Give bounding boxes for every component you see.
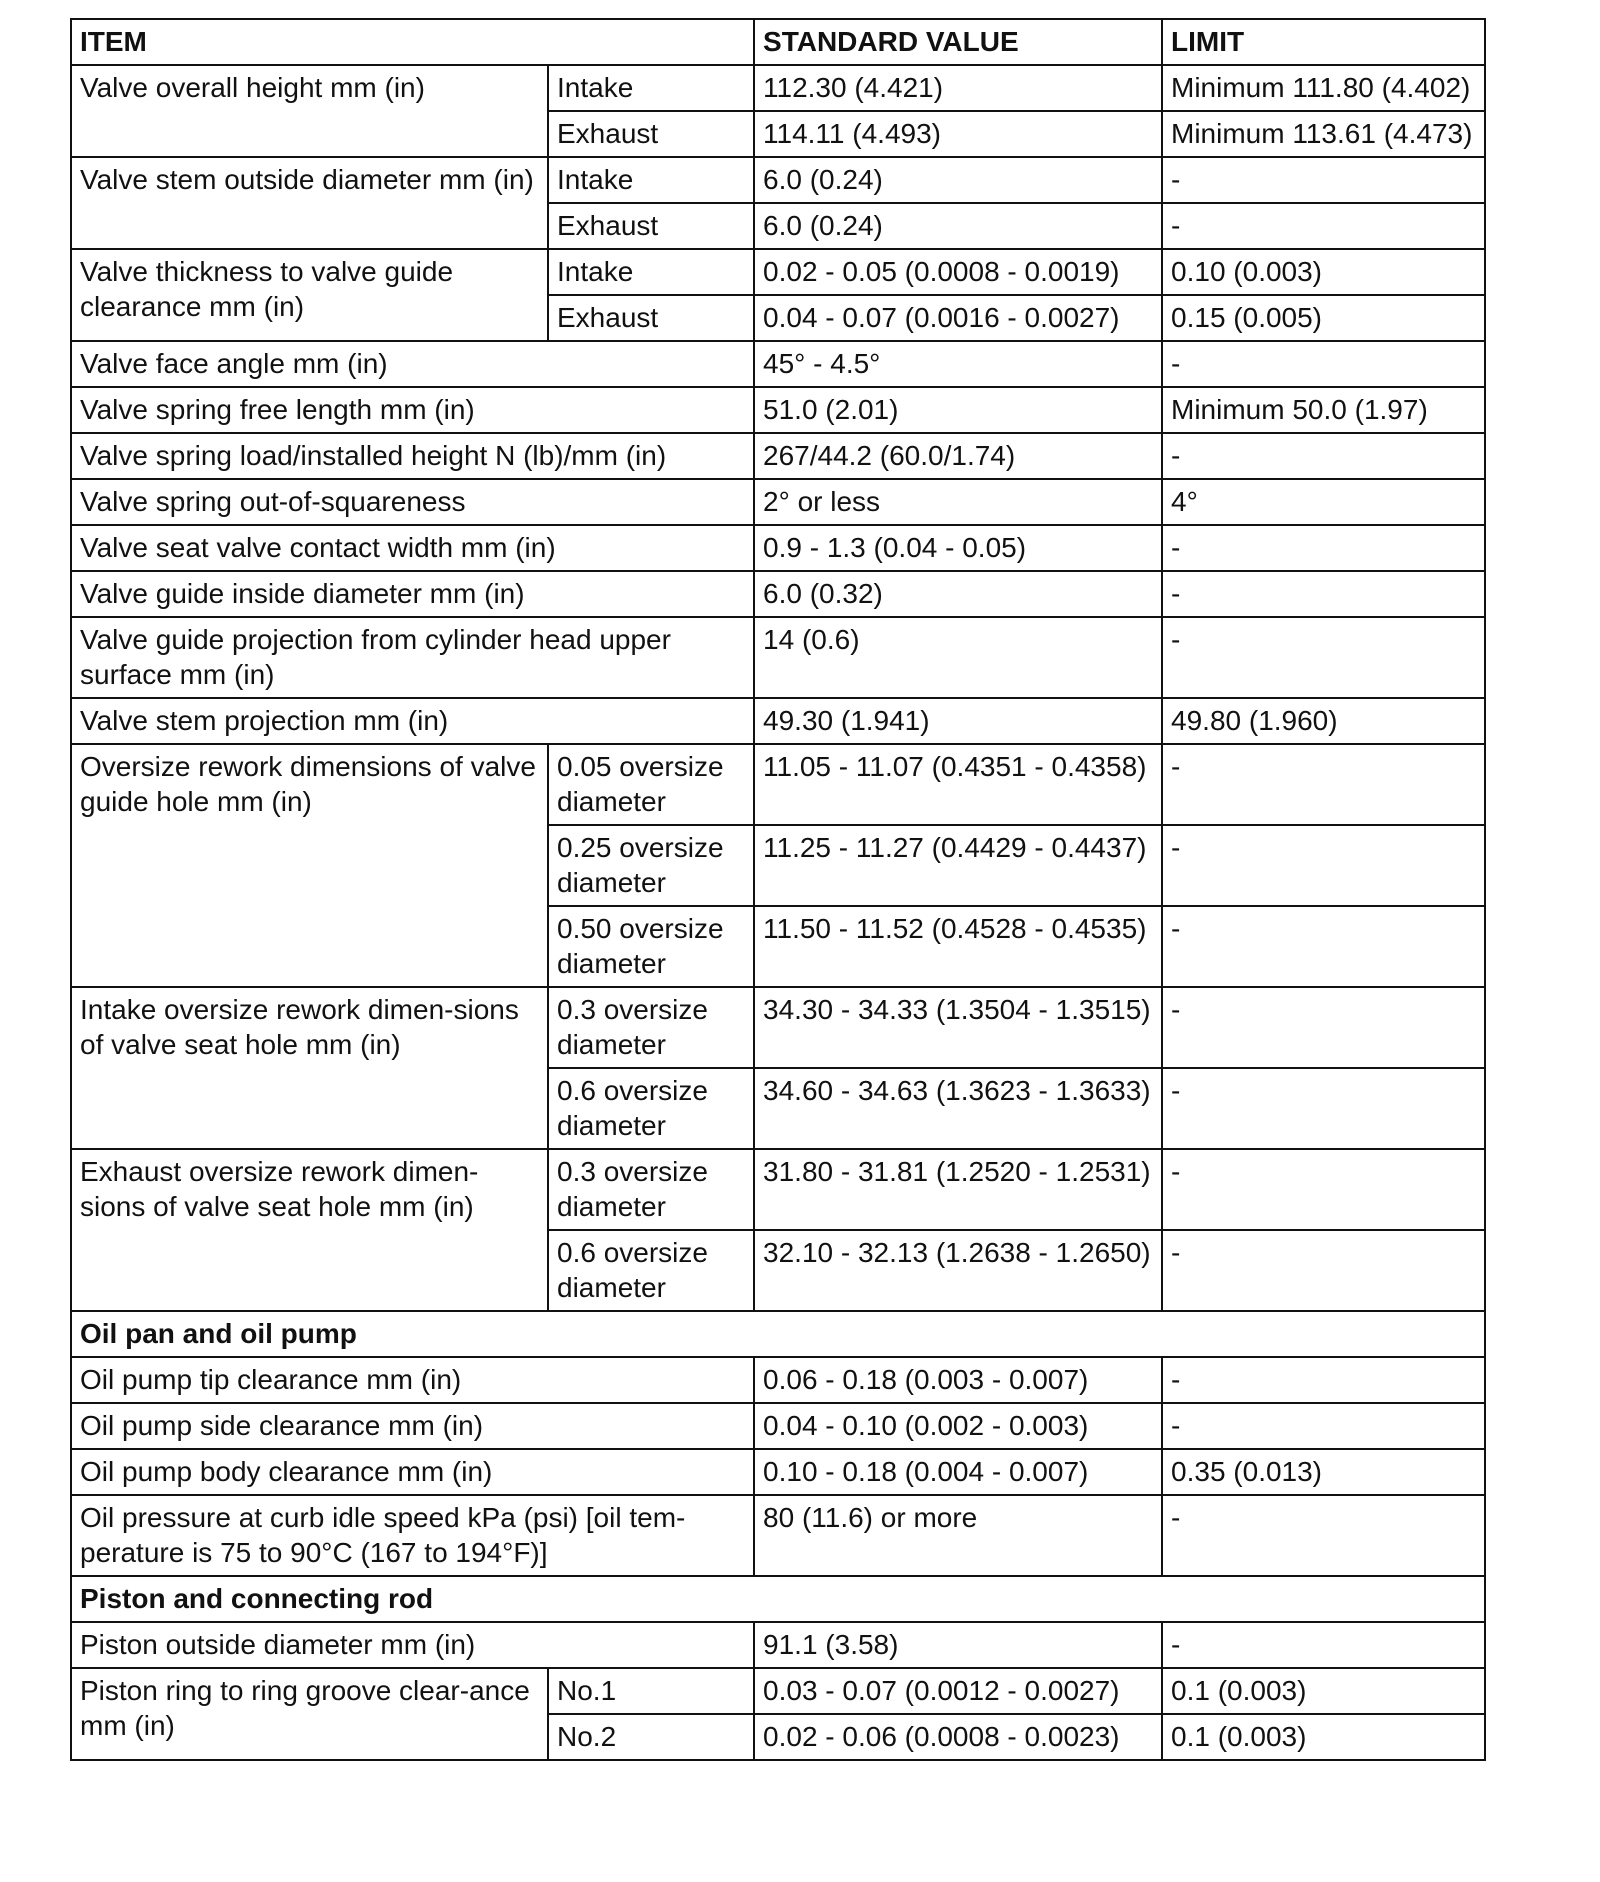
limit-cell: - (1162, 825, 1485, 906)
table-row (71, 249, 1485, 295)
sub-item-cell: 0.25 oversize diameter (548, 825, 754, 906)
sub-item-cell: No.1 (548, 1668, 754, 1714)
standard-value-cell: 0.10 - 0.18 (0.004 - 0.007) (754, 1449, 1162, 1495)
sub-item-cell: No.2 (548, 1714, 754, 1760)
item-cell: Valve spring load/installed height N (lb)/mm (in) (71, 433, 754, 479)
sub-item-cell: Exhaust (548, 111, 754, 157)
sub-item-cell: 0.05 oversize diameter (548, 744, 754, 825)
table-row (71, 65, 1485, 111)
item-cell: Valve guide inside diameter mm (in) (71, 571, 754, 617)
item-cell: Intake oversize rework dimen-sions of valve seat hole mm (in) (71, 987, 548, 1149)
table-row (71, 744, 1485, 825)
item-cell: Oil pump body clearance mm (in) (71, 1449, 754, 1495)
standard-value-cell: 0.04 - 0.10 (0.002 - 0.003) (754, 1403, 1162, 1449)
sub-item-cell: Intake (548, 157, 754, 203)
standard-value-cell: 32.10 - 32.13 (1.2638 - 1.2650) (754, 1230, 1162, 1311)
item-cell: Oil pump side clearance mm (in) (71, 1403, 754, 1449)
sub-item-cell: 0.50 oversize diameter (548, 906, 754, 987)
limit-cell: - (1162, 433, 1485, 479)
limit-cell: 0.1 (0.003) (1162, 1668, 1485, 1714)
table-row (71, 433, 1485, 479)
table-row (71, 1622, 1485, 1668)
limit-cell: Minimum 111.80 (4.402) (1162, 65, 1485, 111)
item-cell: Valve stem outside diameter mm (in) (71, 157, 548, 249)
table-row (71, 1495, 1485, 1576)
sub-item-cell: 0.3 oversize diameter (548, 987, 754, 1068)
standard-value-cell: 0.9 - 1.3 (0.04 - 0.05) (754, 525, 1162, 571)
limit-cell: 0.1 (0.003) (1162, 1714, 1485, 1760)
limit-cell: - (1162, 341, 1485, 387)
standard-value-cell: 6.0 (0.24) (754, 157, 1162, 203)
sub-item-cell: 0.3 oversize diameter (548, 1149, 754, 1230)
limit-cell: 4° (1162, 479, 1485, 525)
standard-value-cell: 112.30 (4.421) (754, 65, 1162, 111)
header-limit: LIMIT (1162, 19, 1485, 65)
standard-value-cell: 51.0 (2.01) (754, 387, 1162, 433)
item-cell: Valve thickness to valve guide clearance mm (in) (71, 249, 548, 341)
limit-cell: - (1162, 1495, 1485, 1576)
item-cell: Valve spring out-of-squareness (71, 479, 754, 525)
standard-value-cell: 45° - 4.5° (754, 341, 1162, 387)
header-standard-value: STANDARD VALUE (754, 19, 1162, 65)
item-cell: Valve overall height mm (in) (71, 65, 548, 157)
section-heading: Piston and connecting rod (71, 1576, 1485, 1622)
sub-item-cell: 0.6 oversize diameter (548, 1068, 754, 1149)
standard-value-cell: 0.04 - 0.07 (0.0016 - 0.0027) (754, 295, 1162, 341)
item-cell: Exhaust oversize rework dimen-sions of valve seat hole mm (in) (71, 1149, 548, 1311)
limit-cell: 0.15 (0.005) (1162, 295, 1485, 341)
standard-value-cell: 91.1 (3.58) (754, 1622, 1162, 1668)
standard-value-cell: 14 (0.6) (754, 617, 1162, 698)
header-item: ITEM (71, 19, 754, 65)
standard-value-cell: 0.02 - 0.06 (0.0008 - 0.0023) (754, 1714, 1162, 1760)
table-row (71, 387, 1485, 433)
item-cell: Valve stem projection mm (in) (71, 698, 754, 744)
standard-value-cell: 31.80 - 31.81 (1.2520 - 1.2531) (754, 1149, 1162, 1230)
table-row (71, 1668, 1485, 1714)
section-row (71, 1311, 1485, 1357)
limit-cell: - (1162, 987, 1485, 1068)
table-row (71, 1357, 1485, 1403)
limit-cell: 0.35 (0.013) (1162, 1449, 1485, 1495)
standard-value-cell: 2° or less (754, 479, 1162, 525)
table-row (71, 341, 1485, 387)
item-cell: Valve guide projection from cylinder head upper surface mm (in) (71, 617, 754, 698)
header-row (71, 19, 1485, 65)
standard-value-cell: 0.02 - 0.05 (0.0008 - 0.0019) (754, 249, 1162, 295)
standard-value-cell: 0.06 - 0.18 (0.003 - 0.007) (754, 1357, 1162, 1403)
standard-value-cell: 34.30 - 34.33 (1.3504 - 1.3515) (754, 987, 1162, 1068)
standard-value-cell: 11.25 - 11.27 (0.4429 - 0.4437) (754, 825, 1162, 906)
limit-cell: - (1162, 525, 1485, 571)
table-row (71, 698, 1485, 744)
limit-cell: Minimum 113.61 (4.473) (1162, 111, 1485, 157)
table-row (71, 479, 1485, 525)
limit-cell: - (1162, 617, 1485, 698)
standard-value-cell: 114.11 (4.493) (754, 111, 1162, 157)
limit-cell: - (1162, 1357, 1485, 1403)
table-row (71, 1149, 1485, 1230)
table-row (71, 157, 1485, 203)
item-cell: Valve seat valve contact width mm (in) (71, 525, 754, 571)
limit-cell: - (1162, 1149, 1485, 1230)
sub-item-cell: Exhaust (548, 295, 754, 341)
table-body (71, 65, 1485, 1760)
standard-value-cell: 6.0 (0.24) (754, 203, 1162, 249)
standard-value-cell: 11.50 - 11.52 (0.4528 - 0.4535) (754, 906, 1162, 987)
item-cell: Piston outside diameter mm (in) (71, 1622, 754, 1668)
item-cell: Oil pressure at curb idle speed kPa (psi) [oil tem-perature is 75 to 90°C (167 to 194°F)] (71, 1495, 754, 1576)
section-heading: Oil pan and oil pump (71, 1311, 1485, 1357)
table-row (71, 525, 1485, 571)
limit-cell: - (1162, 1068, 1485, 1149)
item-cell: Oil pump tip clearance mm (in) (71, 1357, 754, 1403)
specification-table (70, 18, 1486, 1761)
item-cell: Valve spring free length mm (in) (71, 387, 754, 433)
limit-cell: - (1162, 1230, 1485, 1311)
sub-item-cell: Intake (548, 249, 754, 295)
table-row (71, 1403, 1485, 1449)
sub-item-cell: Intake (548, 65, 754, 111)
limit-cell: Minimum 50.0 (1.97) (1162, 387, 1485, 433)
limit-cell: 49.80 (1.960) (1162, 698, 1485, 744)
table-row (71, 571, 1485, 617)
table-row (71, 617, 1485, 698)
standard-value-cell: 6.0 (0.32) (754, 571, 1162, 617)
item-cell: Piston ring to ring groove clear-ance mm (in) (71, 1668, 548, 1760)
standard-value-cell: 267/44.2 (60.0/1.74) (754, 433, 1162, 479)
limit-cell: - (1162, 744, 1485, 825)
standard-value-cell: 11.05 - 11.07 (0.4351 - 0.4358) (754, 744, 1162, 825)
limit-cell: - (1162, 1403, 1485, 1449)
standard-value-cell: 34.60 - 34.63 (1.3623 - 1.3633) (754, 1068, 1162, 1149)
limit-cell: 0.10 (0.003) (1162, 249, 1485, 295)
sub-item-cell: Exhaust (548, 203, 754, 249)
standard-value-cell: 80 (11.6) or more (754, 1495, 1162, 1576)
standard-value-cell: 49.30 (1.941) (754, 698, 1162, 744)
standard-value-cell: 0.03 - 0.07 (0.0012 - 0.0027) (754, 1668, 1162, 1714)
item-cell: Oversize rework dimensions of valve guide hole mm (in) (71, 744, 548, 987)
item-cell: Valve face angle mm (in) (71, 341, 754, 387)
table-row (71, 1449, 1485, 1495)
sub-item-cell: 0.6 oversize diameter (548, 1230, 754, 1311)
limit-cell: - (1162, 906, 1485, 987)
limit-cell: - (1162, 571, 1485, 617)
limit-cell: - (1162, 1622, 1485, 1668)
table-row (71, 987, 1485, 1068)
limit-cell: - (1162, 203, 1485, 249)
limit-cell: - (1162, 157, 1485, 203)
section-row (71, 1576, 1485, 1622)
